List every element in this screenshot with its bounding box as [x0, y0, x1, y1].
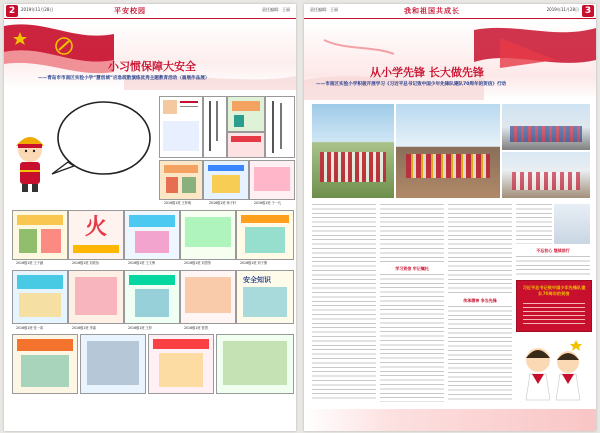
article-column	[448, 306, 512, 402]
poster-artwork	[236, 270, 294, 324]
article-column	[312, 204, 376, 402]
vertical-poster-text	[265, 96, 295, 158]
artwork-caption: 2016级1班 王梓	[128, 326, 152, 330]
event-photo	[502, 152, 590, 198]
artwork-caption: 2016级1班 刘子墨	[240, 261, 268, 265]
section-subhead: 不忘初心 继续前行	[536, 248, 570, 253]
artwork-caption: 2016级1班 王子涵	[16, 261, 44, 265]
poster-artwork	[203, 160, 249, 200]
right-page-header	[304, 4, 596, 19]
article-column	[516, 204, 552, 244]
page-number: 3	[582, 5, 594, 17]
poster-artwork	[159, 96, 203, 158]
left-page-header	[4, 4, 296, 19]
page-date: 2019年11月28日	[546, 7, 579, 12]
vertical-poster-text	[203, 96, 227, 158]
poster-title: 安全知识	[243, 276, 271, 284]
page-number: 2	[6, 5, 18, 17]
poster-artwork	[227, 132, 265, 158]
poster-artwork	[148, 334, 214, 394]
left-page	[4, 4, 296, 431]
artwork-caption: 2016级1班 刘思彤	[184, 261, 212, 265]
firefighter-mascot-icon	[8, 96, 158, 200]
artwork-caption: 2016级1班 李嘉	[72, 326, 96, 330]
article-column	[448, 204, 512, 296]
poster-artwork	[159, 160, 203, 200]
footer-decoration	[304, 409, 596, 431]
poster-artwork	[124, 270, 180, 324]
poster-artwork	[227, 96, 265, 132]
right-headline: 从小学先锋 长大做先锋	[370, 66, 484, 79]
letter-box-title: 习近平总书记致中国少年先锋队建队70周年的贺信	[522, 285, 586, 296]
poster-artwork	[124, 210, 180, 260]
event-photo	[312, 104, 394, 198]
section-title: 平安校园	[114, 7, 146, 15]
left-headline: 小习惯保障大安全	[108, 60, 196, 73]
poster-artwork: 火	[68, 210, 124, 260]
event-photo	[396, 104, 500, 198]
artwork-caption: 2016级1班 杨子轩	[209, 201, 237, 205]
artwork-caption: 2016级1班 于一凡	[254, 201, 282, 205]
poster-artwork	[12, 210, 68, 260]
poster-artwork	[180, 270, 236, 324]
event-photo	[502, 104, 590, 150]
poster-artwork	[80, 334, 146, 394]
editor-credit: 责任编辑：王丽	[310, 7, 338, 12]
poster-artwork	[236, 210, 294, 260]
poster-artwork	[12, 334, 78, 394]
artwork-caption: 2016级1班 王文博	[128, 261, 156, 265]
letter-box	[516, 280, 592, 332]
article-column	[380, 274, 444, 402]
poster-artwork	[12, 270, 68, 324]
flag-decoration-icon	[304, 20, 596, 100]
page-date: 2019年11月28日	[21, 7, 54, 12]
poster-artwork	[68, 270, 124, 324]
section-subhead: 学习贺信 牢记嘱托	[395, 266, 429, 271]
article-column	[516, 256, 590, 276]
section-subhead: 传承精神 争当先锋	[463, 298, 497, 303]
artwork-caption: 2016级1班 管思	[184, 326, 208, 330]
young-pioneers-illustration-icon	[514, 334, 594, 404]
section-title: 我和祖国共成长	[404, 7, 460, 15]
left-banner	[4, 20, 296, 90]
poster-artwork	[180, 210, 236, 260]
editor-credit: 责任编辑：王丽	[262, 7, 290, 12]
inline-photo	[554, 204, 590, 244]
poster-artwork	[216, 334, 294, 394]
poster-artwork	[249, 160, 295, 200]
right-banner	[304, 20, 596, 100]
right-page	[304, 4, 596, 431]
artwork-caption: 2016级1班 王梓萌	[164, 201, 192, 205]
right-subheadline: ——市南区实验小学积极开展学习《习近平总书记致中国少年先锋队建队70周年的贺信》行动	[316, 82, 507, 87]
artwork-caption: 2016级1班 刘欣怡	[72, 261, 100, 265]
left-subheadline: ——青岛市市南区实验小学“慧创城”应急疏散演练优秀主题教育活动（画展作品展）	[38, 76, 210, 81]
artwork-caption: 2016级1班 张一诺	[16, 326, 44, 330]
article-column	[380, 204, 444, 264]
